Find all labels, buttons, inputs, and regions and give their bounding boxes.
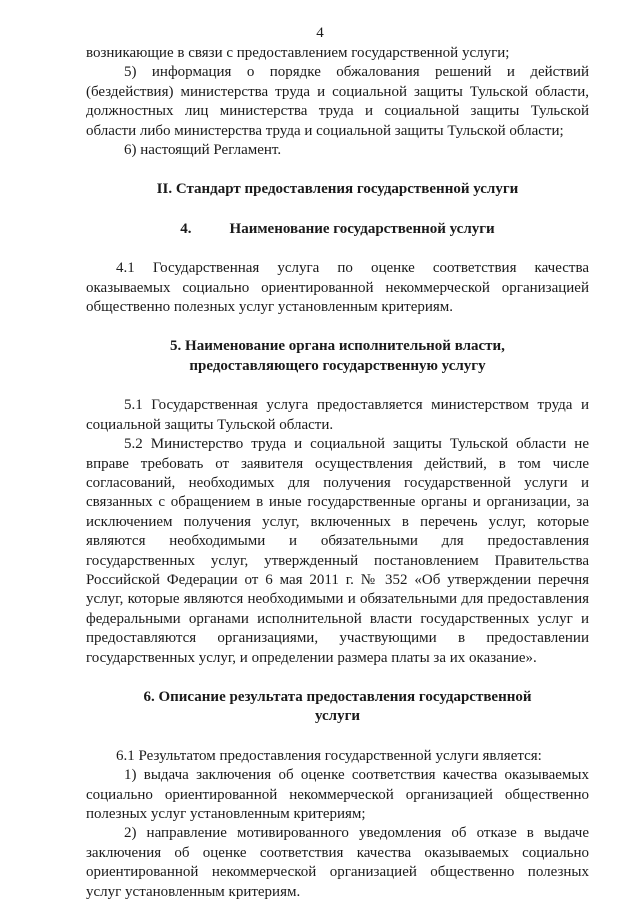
subsection-number: 4. — [180, 220, 192, 237]
subsection-heading-6 — [86, 688, 589, 727]
paragraph-5-1: 5.1 Государственная услуга предоставляется министерством труда и социальной защиты Тульской области. — [86, 397, 589, 433]
list-item-6: 6) настоящий Регламент. — [124, 142, 282, 159]
paragraph-6-1: 6.1 Результатом предоставления государственной услуги является: — [116, 747, 542, 764]
subsection-title-line-2: услуги — [314, 708, 361, 725]
paragraph-continuation: возникающие в связи с предоставлением государственной услуги; — [86, 45, 510, 61]
paragraph-5-2: 5.2 Министерство труда и социальной защиты Тульской области не вправе требовать от заявителя осуществления действий, в том числе согласований, необходимых для получения государственной услуги и связанных с обращением в иные государственные органы и организации, за исключением получения услуг, включенных в перечень услуг, которые являются необходимыми и обязательными для предоставления государственных услуг, утвержденный постановлением Правительства Российской Федерации от 6 мая 2011 г. № 352 «Об утверждении перечня услуг, которые являются необходимыми и обязательными для предоставления федеральными органами исполнительной власти государственных услуг и предоставляются организациями, участвующими в предоставлении государственных услуг, и определении размера платы за их оказание». — [86, 436, 589, 666]
subsection-title-line-1: 6. Описание результата предоставления государственной — [143, 688, 532, 705]
list-item-6-1-2: 2) направление мотивированного уведомления об отказе в выдаче заключения об оценке соответствия качества оказываемых социально ориентированной некоммерческой организацией общественно полезных услуг установленным критериям. — [86, 825, 589, 900]
subsection-heading-5 — [86, 337, 589, 376]
page-number: 4 — [316, 25, 324, 41]
subsection-title-line-2: предоставляющего государственную услугу — [189, 357, 486, 374]
list-item-5: 5) информация о порядке обжалования решений и действий (бездействия) министерства труда и социальной защиты Тульской области, должностных лиц министерства труда и социальной защиты Тульской области либо министерства труда и социальной защиты Тульской области; — [86, 64, 589, 139]
subsection-heading-4 — [86, 220, 589, 239]
page-content — [86, 44, 589, 902]
paragraph-4-1: 4.1 Государственная услуга по оценке соответствия качества оказываемых социально ориентированной некоммерческой организацией общественно полезных услуг установленным критериям. — [86, 260, 589, 316]
list-item-6-1-1: 1) выдача заключения об оценке соответствия качества оказываемых социально ориентированной некоммерческой организацией общественно полезных услуг установленным критериям; — [86, 767, 589, 822]
section-heading-2: II. Стандарт предоставления государственной услуги — [156, 181, 519, 198]
subsection-title-line-1: 5. Наименование органа исполнительной власти, — [170, 338, 505, 355]
subsection-title: Наименование государственной услуги — [229, 220, 495, 237]
